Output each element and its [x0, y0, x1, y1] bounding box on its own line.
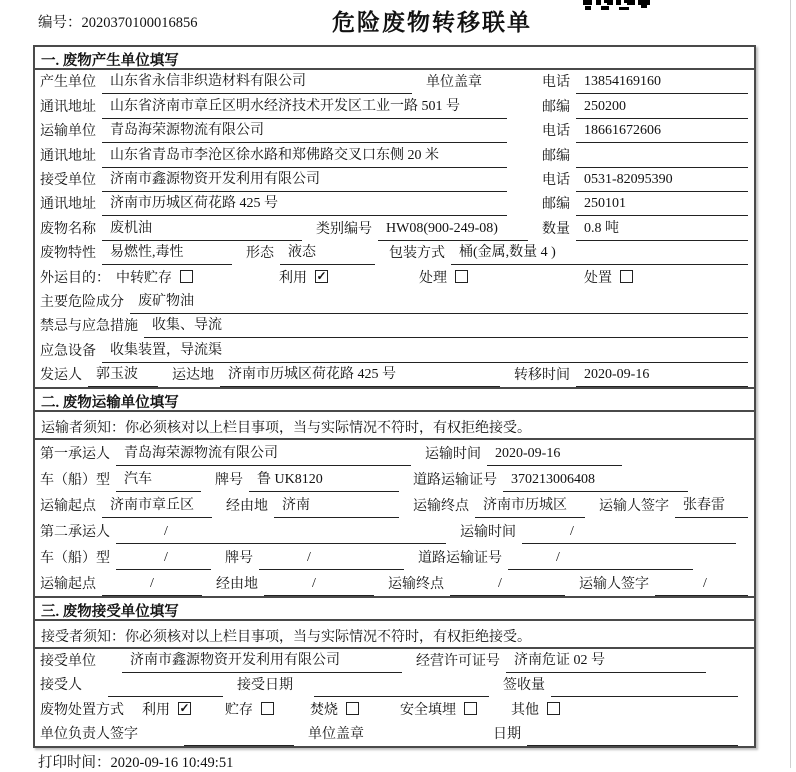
- field-label: 接受日期: [237, 678, 293, 694]
- section-2: [35, 387, 754, 596]
- form-row: [35, 649, 754, 673]
- blank-field: [314, 693, 489, 697]
- blank-field: [184, 742, 294, 746]
- field-label: 日期: [493, 726, 521, 742]
- checkbox-option: [279, 267, 328, 290]
- field-label: 运输人签字: [599, 499, 669, 515]
- field-value: 张春雷: [675, 494, 748, 518]
- section-header: 二. 废物运输单位填写: [35, 389, 754, 412]
- field-value: 收集、导流: [144, 314, 748, 338]
- checkbox-label: 安全填埋: [400, 702, 456, 718]
- qr-code-fragment: [583, 0, 653, 11]
- field-label: 禁忌与应急措施: [40, 319, 138, 335]
- field-label: 接受人: [40, 678, 82, 694]
- checkbox-label: 中转贮存: [116, 270, 172, 286]
- field-label: 运输起点: [40, 499, 96, 515]
- form-row: [35, 570, 754, 596]
- form-row: [35, 290, 754, 314]
- field-value: 济南市历城区荷花路 425 号: [102, 192, 507, 216]
- checkbox-unchecked-icon: [261, 702, 274, 715]
- checkbox-unchecked-icon: [346, 702, 359, 715]
- form-row: [35, 492, 754, 518]
- field-label: 邮编: [542, 99, 570, 115]
- checkbox-checked-icon: ✓: [179, 701, 190, 716]
- checkbox-unchecked-icon: [464, 702, 477, 715]
- checkbox-option: [142, 699, 191, 722]
- print-time: [38, 751, 233, 772]
- field-value: 液态: [280, 241, 375, 265]
- field-value: 青岛海荣源物流有限公司: [102, 119, 507, 143]
- field-value: 山东省济南市章丘区明水经济技术开发区工业一路 501 号: [102, 95, 507, 119]
- serial-number: [38, 11, 198, 32]
- section-header: 一. 废物产生单位填写: [35, 47, 754, 70]
- field-label: 通讯地址: [40, 148, 96, 164]
- field-value: 13854169160: [576, 74, 748, 94]
- field-value: 桶(金属,数量 4 ): [451, 241, 748, 265]
- field-value: 0.8 吨: [576, 217, 748, 241]
- form-row: [35, 440, 754, 466]
- field-value: 废机油: [102, 217, 302, 241]
- form-row: [35, 314, 754, 338]
- serial-value: 2020370100016856: [81, 15, 198, 31]
- form-row: [35, 518, 754, 544]
- field-label: 单位负责人签字: [40, 726, 138, 742]
- field-label: 转移时间: [514, 368, 570, 384]
- field-label: 道路运输证号: [413, 473, 497, 489]
- field-label: 废物特性: [40, 246, 96, 262]
- form-row: [35, 673, 754, 697]
- field-label: 邮编: [542, 197, 570, 213]
- form-row: [35, 722, 754, 746]
- field-value: 18661672606: [576, 123, 748, 143]
- checkbox-option: [310, 699, 359, 722]
- checkbox-unchecked-icon: [547, 702, 560, 715]
- manifest-form: [33, 45, 756, 748]
- field-value: /: [655, 576, 748, 596]
- field-value: 济南危证 02 号: [506, 649, 706, 673]
- field-value: /: [264, 576, 374, 596]
- form-row: [35, 143, 754, 167]
- field-label: 经由地: [216, 577, 258, 593]
- checkbox-option: [400, 699, 477, 722]
- field-value: 废矿物油: [130, 290, 748, 314]
- form-row: [35, 119, 754, 143]
- field-value: /: [259, 550, 404, 570]
- field-value: 易燃性,毒性: [102, 241, 232, 265]
- page-right-border: [790, 0, 791, 768]
- field-label: 运达地: [172, 368, 214, 384]
- blank-field: [576, 164, 748, 168]
- section-notice: 运输者须知：你必须核对以上栏目事项，当与实际情况不符时，有权拒绝接受。: [35, 412, 754, 440]
- field-label: 电话: [542, 172, 570, 188]
- field-label: 车（船）型: [40, 551, 110, 567]
- checkbox-label: 焚烧: [310, 702, 338, 718]
- field-value: /: [102, 576, 202, 596]
- field-label: 应急设备: [40, 343, 96, 359]
- form-row: [35, 70, 754, 94]
- blank-field: [108, 693, 223, 697]
- field-value: 济南市鑫源物资开发利用有限公司: [102, 168, 507, 192]
- section-header: 三. 废物接受单位填写: [35, 598, 754, 621]
- field-value: 收集装置，导流渠: [102, 339, 748, 363]
- field-label: 发运人: [40, 368, 82, 384]
- field-label: 电话: [542, 124, 570, 140]
- field-value: 鲁 UK8120: [249, 468, 399, 492]
- field-label: 签收量: [503, 678, 545, 694]
- field-label: 第一承运人: [40, 447, 110, 463]
- form-row: [35, 216, 754, 240]
- field-label: 经由地: [226, 499, 268, 515]
- field-label: 形态: [246, 246, 274, 262]
- checkbox-unchecked-icon: [180, 270, 193, 283]
- field-value: 济南: [274, 494, 399, 518]
- field-label: 运输人签字: [579, 577, 649, 593]
- field-value: 2020-09-16: [487, 446, 622, 466]
- field-value: 0531-82095390: [576, 172, 748, 192]
- field-value: 250200: [576, 99, 748, 119]
- field-value: 济南市历城区: [475, 494, 585, 518]
- form-row: [35, 466, 754, 492]
- field-label: 废物处置方式: [40, 702, 124, 718]
- field-label: 单位盖章: [426, 75, 482, 91]
- field-label: 经营许可证号: [416, 654, 500, 670]
- checkbox-checked-icon: ✓: [316, 269, 327, 284]
- checkbox-option: [584, 267, 633, 290]
- field-value: /: [508, 550, 693, 570]
- form-row: [35, 241, 754, 265]
- form-row: [35, 192, 754, 216]
- field-value: /: [116, 550, 211, 570]
- field-label: 运输单位: [40, 124, 96, 140]
- checkbox-option: [225, 699, 274, 722]
- page-title: 危险废物转移联单: [332, 10, 532, 35]
- field-value: 青岛海荣源物流有限公司: [116, 442, 411, 466]
- field-value: 山东省青岛市李沧区徐水路和郑佛路交叉口东侧 20 米: [102, 144, 507, 168]
- field-value: 汽车: [116, 468, 201, 492]
- checkbox-option: [511, 699, 560, 722]
- field-label: 道路运输证号: [418, 551, 502, 567]
- form-row: [35, 338, 754, 362]
- section-3: [35, 596, 754, 746]
- field-value: 济南市章丘区: [102, 494, 212, 518]
- field-value: 250101: [576, 196, 748, 216]
- field-label: 运输时间: [425, 447, 481, 463]
- field-label: 第二承运人: [40, 525, 110, 541]
- field-label: 通讯地址: [40, 197, 96, 213]
- field-value: HW08(900-249-08): [378, 221, 528, 241]
- field-label: 类别编号: [316, 221, 372, 237]
- field-label: 外运目的：: [40, 270, 110, 286]
- checkbox-label: 利用: [279, 270, 307, 286]
- form-row: [35, 265, 754, 289]
- field-label: 接受单位: [40, 172, 96, 188]
- field-label: 运输起点: [40, 577, 96, 593]
- field-label: 电话: [542, 75, 570, 91]
- checkbox-label: 处理: [419, 270, 447, 286]
- field-label: 牌号: [225, 551, 253, 567]
- checkbox-unchecked-icon: [620, 270, 633, 283]
- field-value: 2020-09-16: [576, 367, 748, 387]
- field-label: 单位盖章: [308, 726, 364, 742]
- section-1: [35, 47, 754, 387]
- field-label: 废物名称: [40, 221, 96, 237]
- field-value: 山东省永信非织造材料有限公司: [102, 70, 412, 94]
- checkbox-option: [419, 267, 468, 290]
- field-label: 运输终点: [388, 577, 444, 593]
- checkbox-label: 处置: [584, 270, 612, 286]
- field-label: 数量: [542, 221, 570, 237]
- checkbox-unchecked-icon: [455, 270, 468, 283]
- field-value: /: [450, 576, 565, 596]
- field-value: 郭玉波: [88, 363, 158, 387]
- checkbox-label: 利用: [142, 702, 170, 718]
- checkbox-label: 贮存: [225, 702, 253, 718]
- field-label: 产生单位: [40, 75, 96, 91]
- field-label: 牌号: [215, 473, 243, 489]
- blank-field: [527, 742, 738, 746]
- field-label: 车（船）型: [40, 473, 110, 489]
- field-value: /: [116, 524, 446, 544]
- field-label: 运输终点: [413, 499, 469, 515]
- field-label: 运输时间: [460, 525, 516, 541]
- form-row: [35, 363, 754, 387]
- blank-field: [551, 693, 738, 697]
- field-value: 济南市历城区荷花路 425 号: [220, 363, 500, 387]
- form-row: [35, 697, 754, 721]
- section-notice: 接受者须知：你必须核对以上栏目事项，当与实际情况不符时，有权拒绝接受。: [35, 621, 754, 649]
- checkbox-label: 其他: [511, 702, 539, 718]
- print-time-label: 打印时间：: [38, 755, 111, 771]
- form-row: [35, 94, 754, 118]
- field-value: 370213006408: [503, 472, 688, 492]
- print-time-value: 2020-09-16 10:49:51: [110, 755, 234, 771]
- field-label: 包装方式: [389, 246, 445, 262]
- field-label: 主要危险成分: [40, 294, 124, 310]
- form-row: [35, 544, 754, 570]
- field-label: 通讯地址: [40, 99, 96, 115]
- field-label: 接受单位: [40, 654, 96, 670]
- form-row: [35, 168, 754, 192]
- field-label: 邮编: [542, 148, 570, 164]
- checkbox-option: [116, 267, 193, 290]
- field-value: /: [522, 524, 736, 544]
- serial-label: 编号：: [38, 15, 82, 31]
- field-value: 济南市鑫源物资开发利用有限公司: [122, 649, 402, 673]
